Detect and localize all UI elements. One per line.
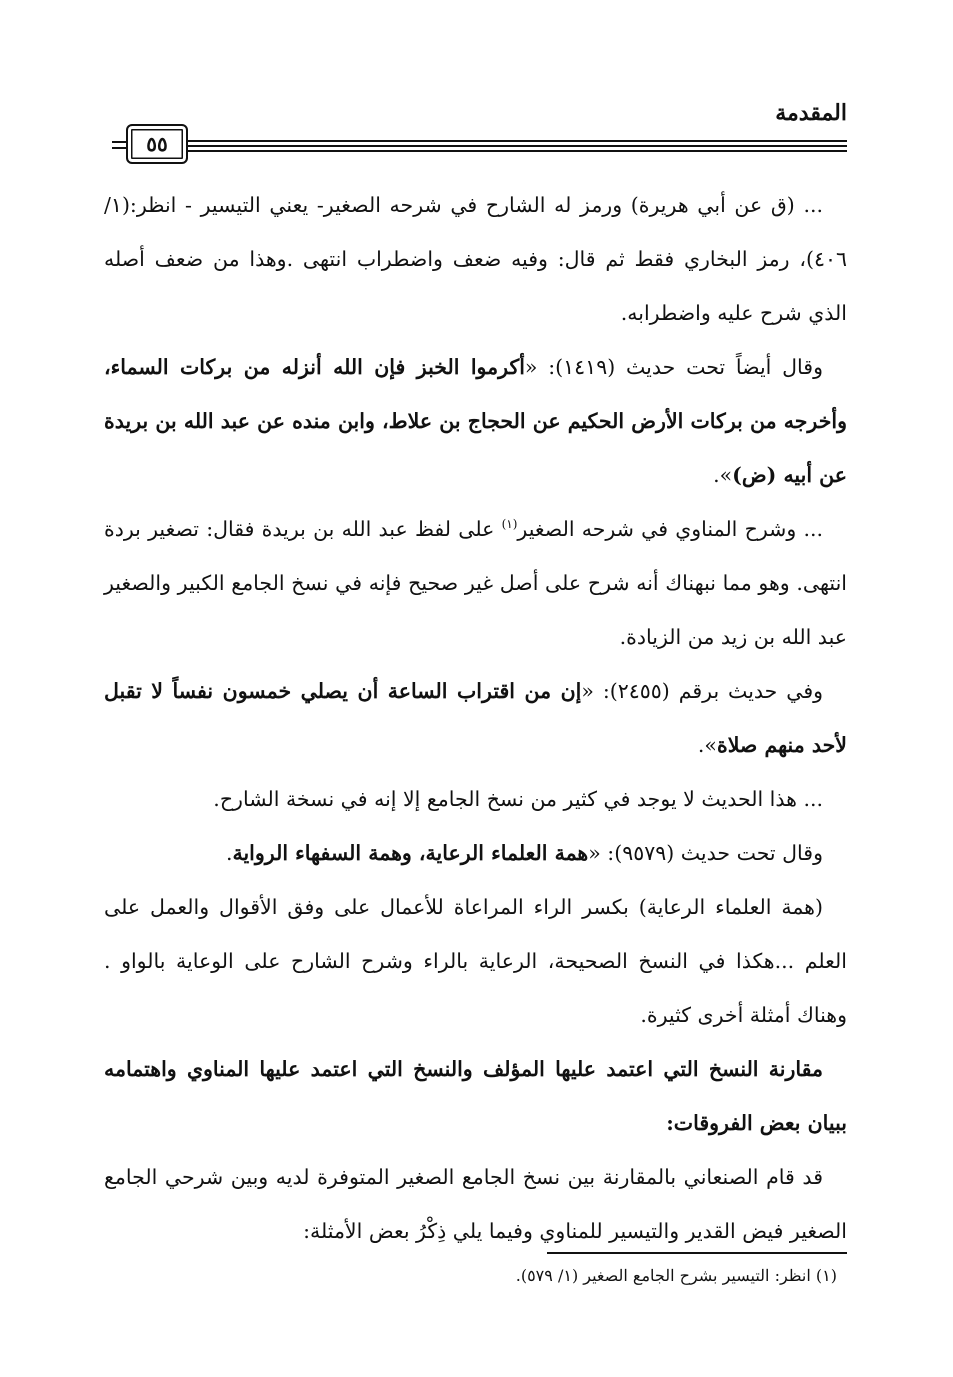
rule-end-cap <box>112 141 126 149</box>
hadith-text: همة العلماء الرعاية، وهمة السفهاء الرواية <box>232 841 589 865</box>
rule-line <box>188 140 847 142</box>
footnote: (١) انظر: التيسير بشرح الجامع الصغير (١/ ٥٧٩). <box>515 1266 837 1285</box>
paragraph-1: ... (ق عن أبي هريرة) ورمز له الشارح في شرحه الصغير- يعني التيسير - انظر:(١/ ٤٠٦)، رمز البخاري فقط ثم قال: وفيه ضعف واضطراب انتهى .وهذا من ضعف أصله الذي شرح عليه واضطرابه. <box>104 193 847 325</box>
hadith-intro: وقال أيضاً تحت حديث (١٤١٩): « <box>524 355 823 379</box>
rule-line <box>188 145 847 147</box>
footnote-separator <box>547 1252 847 1254</box>
section-heading: مقارنة النسخ التي اعتمد عليها المؤلف والنسخ التي اعتمد عليها المناوي واهتمامه ببيان بعض الفروقات: <box>104 1057 847 1135</box>
page-number: ٥٥ <box>126 124 188 164</box>
paragraph-3 <box>104 502 847 664</box>
hadith-text: إن من اقتراب الساعة أن يصلي خمسون نفساً لا تقبل لأحد منهم صلاة <box>104 679 847 757</box>
paragraph-2 <box>104 340 847 502</box>
running-title: المقدمة <box>775 100 847 126</box>
paragraph-4 <box>104 664 847 772</box>
paragraph-5: ... هذا الحديث لا يوجد في كثير من نسخ الجامع إلا إنه في نسخة الشارح. <box>213 787 823 811</box>
paragraph-8: قد قام الصنعاني بالمقارنة بين نسخ الجامع الصغير المتوفرة لديه وبين شرحي الجامع الصغير فيض القدير والتيسير للمناوي وفيما يلي ذِكْرُ بعض الأمثلة: <box>104 1165 847 1243</box>
paragraph-7: (همة العلماء الرعاية) بكسر الراء المراعاة للأعمال على وفق الأقوال والعمل على العلم ...هكذا في النسخ الصحيحة، الرعاية بالراء وشرح الشارح على الوعاية بالواو . وهناك أمثلة أخرى كثيرة. <box>104 895 847 1027</box>
hadith-intro: وقال تحت حديث (٩٥٧٩): « <box>588 841 823 865</box>
hadith-intro: وفي حديث برقم (٢٤٥٥): « <box>581 679 824 703</box>
main-text <box>104 178 847 1258</box>
footnote-marker: (١) <box>501 517 518 532</box>
paragraph-3-part-a: ... وشرح المناوي في شرحه الصغير <box>517 517 823 541</box>
hadith-close: ». <box>697 733 717 757</box>
hadith-text: أكرموا الخبز فإن الله أنزله من بركات السماء، وأخرجه من بركات الأرض الحكيم عن الحجاج بن علاط، وابن منده عن عبد الله بن بريدة عن أبيه (ض) <box>104 355 847 487</box>
rule-line <box>188 150 847 152</box>
header-rule <box>112 132 847 156</box>
paragraph-6 <box>104 826 847 880</box>
hadith-close: . <box>225 841 233 865</box>
hadith-close: ». <box>713 463 733 487</box>
paragraph-3-part-b: على لفظ عبد الله بن بريدة فقال: تصغير بردة انتهى. وهو مما نبهناك أنه شرح على أصل غير صحيح فإنه في نسخ الجامع الكبير والصغير عبد الله بن زيد من الزيادة. <box>104 517 847 649</box>
